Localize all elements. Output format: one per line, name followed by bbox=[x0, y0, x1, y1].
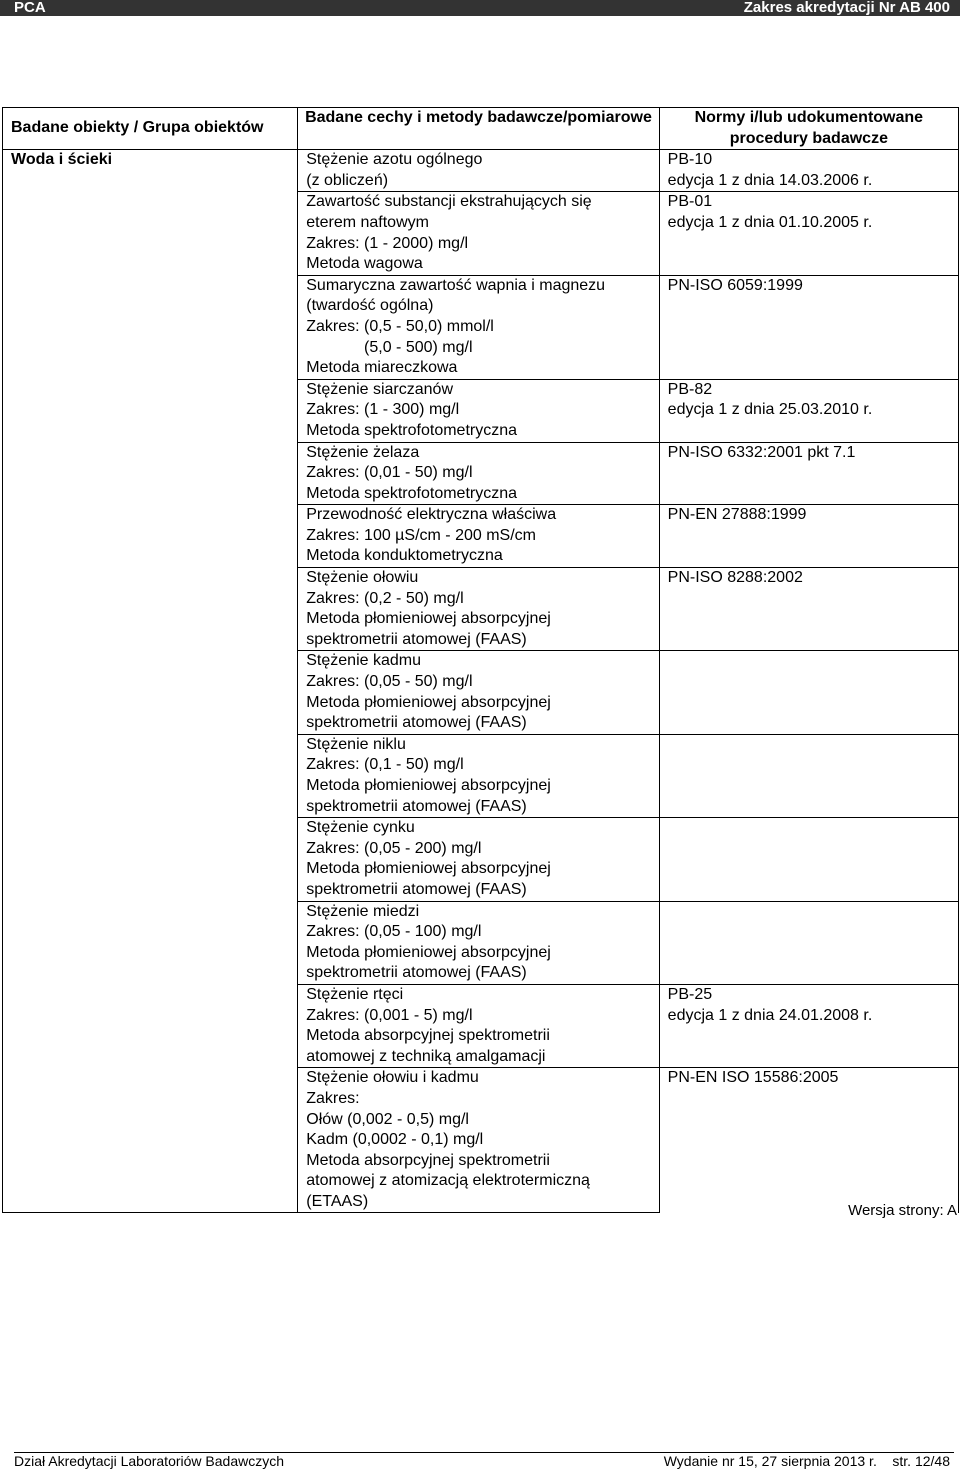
feature-line: Zakres: (0,5 - 50,0) mmol/l bbox=[306, 317, 494, 335]
feature-cell bbox=[298, 568, 659, 651]
norm-line: PB-82 bbox=[667, 380, 713, 398]
feature-line: Stężenie cynku bbox=[306, 819, 415, 837]
feature-line: Stężenie ołowiu bbox=[306, 569, 419, 587]
feature-line: spektrometrii atomowej (FAAS) bbox=[306, 714, 527, 732]
feature-cell bbox=[298, 734, 659, 817]
feature-line: Zakres: (1 - 2000) mg/l bbox=[306, 234, 469, 252]
norm-cell bbox=[659, 442, 958, 505]
feature-line: Stężenie kadmu bbox=[306, 652, 421, 670]
feature-line: Metoda spektrofotometryczna bbox=[306, 484, 518, 502]
feature-cell bbox=[298, 505, 659, 568]
feature-cell bbox=[298, 651, 659, 734]
feature-line: Zakres: (0,05 - 100) mg/l bbox=[306, 923, 482, 941]
accreditation-table bbox=[2, 107, 959, 1213]
table-body bbox=[3, 150, 959, 1213]
object-group-cell: Woda i ścieki bbox=[3, 150, 298, 1213]
feature-line: Stężenie miedzi bbox=[306, 902, 420, 920]
footer-edition: Wydanie nr 15, 27 sierpnia 2013 r. str. 12/48 bbox=[663, 1453, 950, 1469]
feature-line: spektrometrii atomowej (FAAS) bbox=[306, 797, 527, 815]
footer-department: Dział Akredytacji Laboratoriów Badawczych bbox=[14, 1453, 285, 1469]
norm-cell bbox=[659, 150, 958, 192]
norm-line: edycja 1 z dnia 24.01.2008 r. bbox=[667, 1006, 873, 1024]
feature-cell bbox=[298, 818, 659, 901]
feature-line: Stężenie siarczanów bbox=[306, 380, 453, 398]
feature-line: Stężenie azotu ogólnego bbox=[306, 151, 483, 169]
norm-cell bbox=[659, 192, 958, 275]
feature-cell bbox=[298, 379, 659, 442]
feature-line: Zakres: (0,001 - 5) mg/l bbox=[306, 1006, 473, 1024]
feature-cell bbox=[298, 984, 659, 1067]
feature-line: atomowej z techniką amalgamacji bbox=[306, 1047, 546, 1065]
feature-line: Stężenie niklu bbox=[306, 735, 406, 753]
feature-line: Metoda płomieniowej absorpcyjnej bbox=[306, 777, 551, 794]
norm-line: PN-ISO 6059:1999 bbox=[667, 276, 803, 294]
norm-cell bbox=[659, 379, 958, 442]
norm-line: PB-10 bbox=[667, 151, 713, 169]
header-norms: Normy i/lub udokumentowane procedury badawcze bbox=[659, 108, 958, 150]
feature-cell bbox=[298, 901, 659, 984]
feature-line: Stężenie rtęci bbox=[306, 985, 404, 1003]
header-document-title: Zakres akredytacji Nr AB 400 bbox=[743, 0, 950, 16]
feature-line: Metoda absorpcyjnej spektrometrii bbox=[306, 1151, 550, 1169]
feature-line: (z obliczeń) bbox=[306, 171, 389, 189]
feature-line: spektrometrii atomowej (FAAS) bbox=[306, 880, 527, 898]
norm-cell bbox=[659, 818, 958, 901]
feature-cell bbox=[298, 275, 659, 379]
norm-line: PN-ISO 6332:2001 pkt 7.1 bbox=[667, 443, 856, 461]
feature-line: spektrometrii atomowej (FAAS) bbox=[306, 964, 527, 982]
feature-line: eterem naftowym bbox=[306, 213, 429, 231]
feature-line: Metoda płomieniowej absorpcyjnej bbox=[306, 693, 551, 711]
feature-line: Metoda płomieniowej absorpcyjnej bbox=[306, 860, 551, 878]
norm-cell bbox=[659, 651, 958, 734]
feature-line: Zakres: (0,05 - 50) mg/l bbox=[306, 673, 473, 691]
norm-line: edycja 1 z dnia 25.03.2010 r. bbox=[667, 401, 873, 419]
feature-line: Zawartość substancji ekstrahujących się bbox=[306, 193, 592, 211]
norm-cell bbox=[659, 1068, 958, 1213]
feature-line: Metoda płomieniowej absorpcyjnej bbox=[306, 610, 551, 628]
feature-line: Ołów (0,002 - 0,5) mg/l bbox=[306, 1110, 469, 1128]
norm-line: PN-EN 27888:1999 bbox=[667, 506, 807, 524]
feature-line: Metoda płomieniowej absorpcyjnej bbox=[306, 943, 551, 961]
page-footer bbox=[14, 1452, 954, 1471]
norm-cell bbox=[659, 734, 958, 817]
feature-line: spektrometrii atomowej (FAAS) bbox=[306, 630, 527, 648]
norm-line: edycja 1 z dnia 14.03.2006 r. bbox=[667, 171, 873, 189]
feature-line: Metoda wagowa bbox=[306, 255, 423, 273]
feature-line: Zakres: (1 - 300) mg/l bbox=[306, 401, 460, 419]
norm-line: PN-ISO 8288:2002 bbox=[667, 569, 803, 587]
feature-cell bbox=[298, 1068, 659, 1213]
feature-line: Zakres: (0,05 - 200) mg/l bbox=[306, 839, 482, 857]
feature-line: Stężenie żelaza bbox=[306, 443, 420, 461]
feature-line: Metoda absorpcyjnej spektrometrii bbox=[306, 1027, 550, 1045]
norm-cell bbox=[659, 984, 958, 1067]
feature-line: Zakres: (0,01 - 50) mg/l bbox=[306, 464, 473, 482]
header-org: PCA bbox=[14, 0, 46, 16]
feature-line: Sumaryczna zawartość wapnia i magnezu bbox=[306, 276, 606, 294]
feature-line: atomowej z atomizacją elektrotermiczną bbox=[306, 1172, 590, 1190]
page-version: Wersja strony: A bbox=[848, 1202, 957, 1219]
feature-line: Zakres: (0,2 - 50) mg/l bbox=[306, 589, 464, 607]
feature-cell bbox=[298, 150, 659, 192]
feature-line: Zakres: (0,1 - 50) mg/l bbox=[306, 756, 464, 774]
feature-line: Zakres: 100 µS/cm - 200 mS/cm bbox=[306, 526, 536, 544]
norm-line: PB-25 bbox=[667, 985, 713, 1003]
norm-line: PN-EN ISO 15586:2005 bbox=[667, 1069, 839, 1087]
feature-line: Metoda konduktometryczna bbox=[306, 547, 503, 565]
feature-line: Zakres: bbox=[306, 1089, 360, 1107]
norm-cell bbox=[659, 505, 958, 568]
feature-line: (5,0 - 500) mg/l bbox=[306, 338, 473, 356]
feature-line: Metoda miareczkowa bbox=[306, 359, 458, 377]
norm-cell bbox=[659, 275, 958, 379]
feature-line: (twardość ogólna) bbox=[306, 297, 434, 315]
norm-cell bbox=[659, 568, 958, 651]
header-features: Badane cechy i metody badawcze/pomiarowe bbox=[298, 108, 659, 150]
feature-line: Stężenie ołowiu i kadmu bbox=[306, 1069, 479, 1087]
feature-line: Przewodność elektryczna właściwa bbox=[306, 506, 557, 524]
table-header-row bbox=[3, 108, 959, 150]
norm-cell bbox=[659, 901, 958, 984]
norm-line: PB-01 bbox=[667, 193, 713, 211]
page-header-bar bbox=[0, 0, 960, 16]
feature-cell bbox=[298, 442, 659, 505]
norm-line: edycja 1 z dnia 01.10.2005 r. bbox=[667, 213, 873, 231]
feature-cell bbox=[298, 192, 659, 275]
feature-line: Kadm (0,0002 - 0,1) mg/l bbox=[306, 1131, 484, 1149]
header-objects: Badane obiekty / Grupa obiektów bbox=[3, 108, 298, 150]
table-row bbox=[3, 150, 959, 192]
feature-line: (ETAAS) bbox=[306, 1192, 369, 1210]
feature-line: Metoda spektrofotometryczna bbox=[306, 421, 518, 439]
